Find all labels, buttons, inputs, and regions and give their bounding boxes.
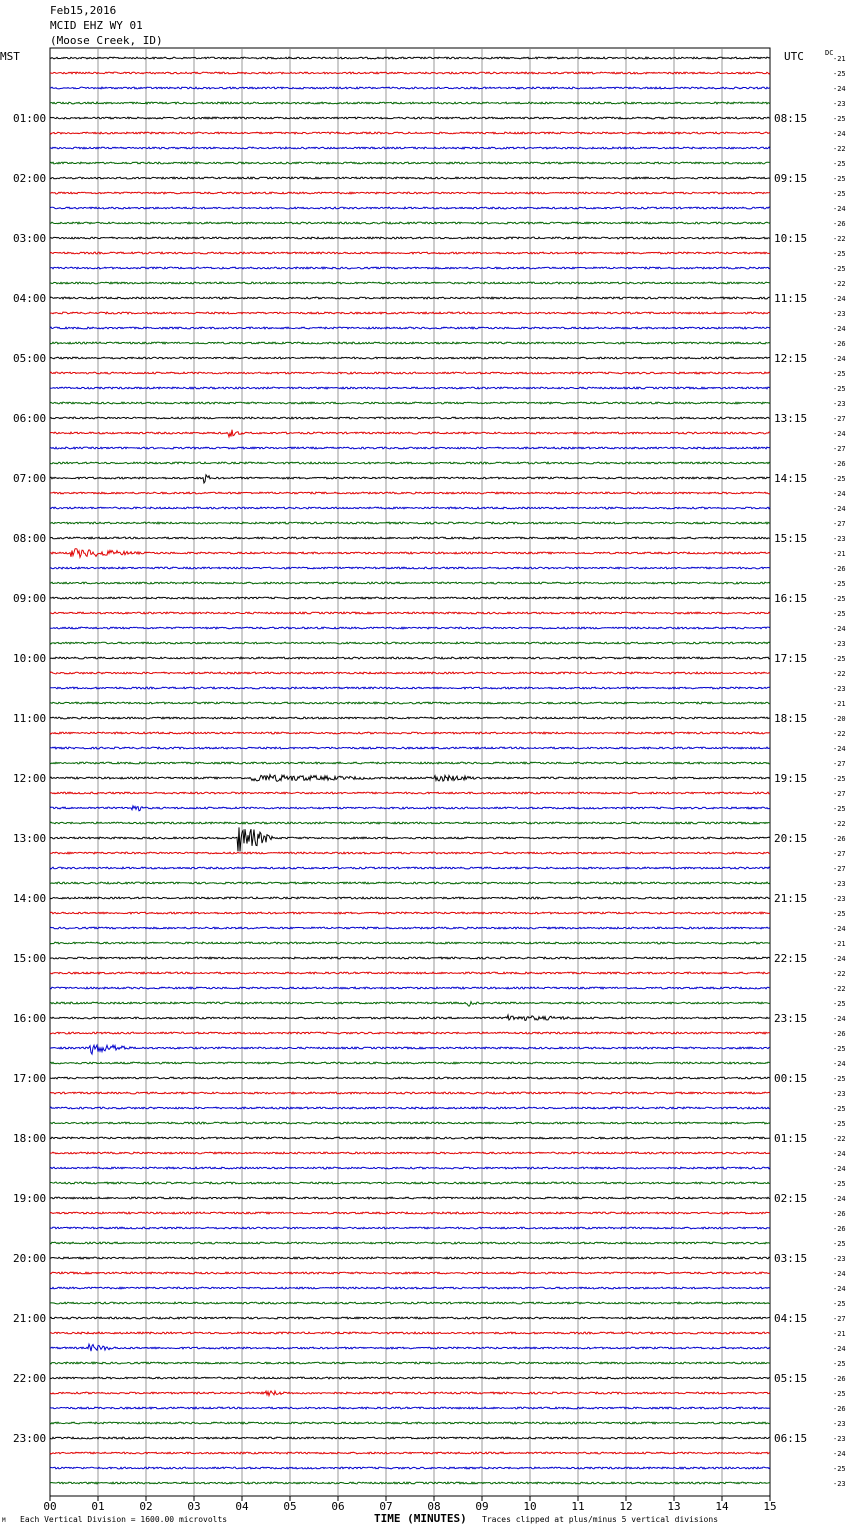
dc-offset-value: -24 <box>833 955 846 963</box>
seismic-trace <box>50 627 770 629</box>
dc-offset-value: -24 <box>833 1285 846 1293</box>
seismic-trace <box>50 1467 770 1469</box>
dc-offset-value: -22 <box>833 970 846 978</box>
dc-offset-value: -22 <box>833 1135 846 1143</box>
dc-offset-value: -27 <box>833 790 846 798</box>
seismic-trace <box>50 237 770 239</box>
mst-axis-label: MST <box>0 50 20 63</box>
seismic-trace <box>50 132 770 134</box>
dc-offset-value: -24 <box>833 355 846 363</box>
seismic-trace <box>50 342 770 344</box>
dc-offset-value: -25 <box>833 115 846 123</box>
utc-hour-label: 04:15 <box>774 1312 808 1325</box>
utc-hour-label: 14:15 <box>774 472 808 485</box>
dc-offset-value: -24 <box>833 490 846 498</box>
dc-offset-value: -25 <box>833 1300 846 1308</box>
mst-hour-label: 22:00 <box>13 1372 47 1385</box>
dc-offset-value: -25 <box>833 1390 846 1398</box>
seismic-trace <box>50 1002 770 1007</box>
seismic-trace <box>50 717 770 719</box>
x-tick-label: 15 <box>763 1500 777 1513</box>
x-tick-label: 00 <box>43 1500 57 1513</box>
seismic-trace <box>50 492 770 494</box>
seismic-trace <box>50 642 770 644</box>
seismic-trace <box>50 806 770 811</box>
seismic-trace <box>50 1015 770 1020</box>
seismic-trace <box>50 927 770 929</box>
dc-offset-value: -23 <box>833 100 846 108</box>
dc-offset-value: -26 <box>833 340 846 348</box>
mst-hour-label: 04:00 <box>13 292 47 305</box>
utc-hour-label: 19:15 <box>774 772 808 785</box>
dc-offset-value: -22 <box>833 820 846 828</box>
dc-offset-value: -27 <box>833 415 846 423</box>
utc-hour-label: 21:15 <box>774 892 808 905</box>
dc-offset-value: -25 <box>833 610 846 618</box>
utc-hour-label: 03:15 <box>774 1252 808 1265</box>
seismic-trace <box>50 462 770 464</box>
dc-offset-value: -25 <box>833 1465 846 1473</box>
seismic-trace <box>50 207 770 209</box>
dc-offset-value: -26 <box>833 1405 846 1413</box>
seismic-trace <box>50 1062 770 1064</box>
dc-offset-value: -26 <box>833 220 846 228</box>
clip-note: Traces clipped at plus/minus 5 vertical divisions <box>482 1515 719 1524</box>
seismic-trace <box>50 1257 770 1259</box>
seismic-trace <box>50 1437 770 1439</box>
dc-offset-value: -24 <box>833 325 846 333</box>
dc-offset-value: -26 <box>833 835 846 843</box>
mst-hour-label: 08:00 <box>13 532 47 545</box>
mst-hour-label: 05:00 <box>13 352 47 365</box>
corner-mark: M <box>2 1517 6 1524</box>
seismic-trace <box>50 687 770 689</box>
utc-hour-label: 10:15 <box>774 232 808 245</box>
seismic-trace <box>50 1212 770 1214</box>
dc-offset-value: -24 <box>833 1345 846 1353</box>
plot-date: Feb15,2016 <box>50 4 117 17</box>
dc-offset-value: -24 <box>833 925 846 933</box>
mst-hour-label: 20:00 <box>13 1252 47 1265</box>
dc-offset-value: -26 <box>833 1375 846 1383</box>
dc-offset-value: -24 <box>833 625 846 633</box>
mst-hour-label: 01:00 <box>13 112 47 125</box>
seismic-trace <box>50 297 770 299</box>
seismic-trace <box>50 117 770 119</box>
utc-hour-label: 09:15 <box>774 172 808 185</box>
x-tick-label: 01 <box>91 1500 105 1513</box>
dc-offset-value: -24 <box>833 505 846 513</box>
dc-offset-value: -25 <box>833 580 846 588</box>
seismic-trace <box>50 147 770 149</box>
dc-offset-value: -23 <box>833 1435 846 1443</box>
x-axis-title: TIME (MINUTES) <box>374 1512 467 1525</box>
seismic-trace <box>50 957 770 959</box>
seismic-trace <box>50 72 770 74</box>
dc-offset-value: -24 <box>833 1150 846 1158</box>
mst-hour-label: 02:00 <box>13 172 47 185</box>
seismic-trace <box>50 987 770 989</box>
seismic-trace <box>50 597 770 599</box>
dc-offset-value: -22 <box>833 670 846 678</box>
dc-offset-value: -24 <box>833 1270 846 1278</box>
seismic-trace <box>50 1122 770 1124</box>
seismic-trace <box>50 1302 770 1304</box>
mst-hour-label: 09:00 <box>13 592 47 605</box>
utc-hour-label: 18:15 <box>774 712 808 725</box>
seismic-trace <box>50 1077 770 1079</box>
dc-offset-value: -25 <box>833 190 846 198</box>
dc-offset-value: -24 <box>833 430 846 438</box>
dc-offset-value: -23 <box>833 1480 846 1488</box>
seismic-trace <box>50 357 770 359</box>
dc-offset-value: -25 <box>833 475 846 483</box>
seismic-trace <box>50 312 770 314</box>
dc-offset-value: -26 <box>833 1225 846 1233</box>
x-tick-label: 04 <box>235 1500 249 1513</box>
seismic-trace <box>50 372 770 374</box>
seismic-trace <box>50 447 770 449</box>
mst-hour-label: 12:00 <box>13 772 47 785</box>
mst-hour-label: 07:00 <box>13 472 47 485</box>
seismic-trace <box>50 1407 770 1409</box>
station-location: (Moose Creek, ID) <box>50 34 163 47</box>
dc-offset-value: -23 <box>833 400 846 408</box>
dc-offset-value: -25 <box>833 1180 846 1188</box>
seismic-trace <box>50 657 770 659</box>
dc-offset-value: -26 <box>833 460 846 468</box>
seismic-trace <box>50 1032 770 1034</box>
dc-offset-value: -25 <box>833 160 846 168</box>
dc-offset-value: -24 <box>833 1165 846 1173</box>
seismic-trace <box>50 775 770 782</box>
utc-hour-label: 23:15 <box>774 1012 808 1025</box>
utc-hour-label: 20:15 <box>774 832 808 845</box>
utc-hour-label: 02:15 <box>774 1192 808 1205</box>
dc-offset-label: DC <box>825 49 834 57</box>
dc-offset-value: -24 <box>833 85 846 93</box>
dc-offset-value: -25 <box>833 175 846 183</box>
mst-hour-label: 21:00 <box>13 1312 47 1325</box>
seismic-trace <box>50 1287 770 1289</box>
mst-hour-label: 10:00 <box>13 652 47 665</box>
seismic-trace <box>50 1182 770 1184</box>
x-tick-label: 09 <box>475 1500 489 1513</box>
dc-offset-value: -25 <box>833 385 846 393</box>
seismic-trace <box>50 282 770 284</box>
dc-offset-value: -24 <box>833 205 846 213</box>
dc-offset-value: -24 <box>833 130 846 138</box>
seismic-trace <box>50 1092 770 1094</box>
dc-offset-value: -23 <box>833 1255 846 1263</box>
dc-offset-value: -22 <box>833 145 846 153</box>
x-tick-label: 08 <box>427 1500 441 1513</box>
dc-offset-value: -20 <box>833 715 846 723</box>
scale-note: Each Vertical Division = 1600.00 microvolts <box>20 1515 228 1524</box>
dc-offset-value: -23 <box>833 685 846 693</box>
x-tick-label: 13 <box>667 1500 681 1513</box>
seismic-trace <box>50 822 770 824</box>
seismic-trace <box>50 612 770 614</box>
seismic-trace <box>50 852 770 854</box>
seismic-trace <box>50 1344 770 1351</box>
seismic-trace <box>50 267 770 269</box>
seismic-trace <box>50 1422 770 1424</box>
dc-offset-value: -25 <box>833 1240 846 1248</box>
dc-offset-value: -25 <box>833 70 846 78</box>
utc-hour-label: 08:15 <box>774 112 808 125</box>
seismic-trace <box>50 192 770 194</box>
dc-offset-value: -24 <box>833 745 846 753</box>
seismic-trace <box>50 522 770 524</box>
seismic-trace <box>50 507 770 509</box>
dc-offset-value: -27 <box>833 520 846 528</box>
dc-offset-value: -25 <box>833 1105 846 1113</box>
dc-offset-value: -22 <box>833 985 846 993</box>
mst-hour-label: 18:00 <box>13 1132 47 1145</box>
dc-offset-value: -24 <box>833 1450 846 1458</box>
seismic-trace <box>50 402 770 404</box>
dc-offset-value: -21 <box>833 700 846 708</box>
seismic-trace <box>50 102 770 104</box>
seismic-trace <box>50 162 770 164</box>
seismic-trace <box>50 57 770 59</box>
mst-hour-label: 11:00 <box>13 712 47 725</box>
seismic-trace <box>50 222 770 224</box>
dc-offset-value: -23 <box>833 1090 846 1098</box>
seismic-trace <box>50 732 770 734</box>
dc-offset-value: -26 <box>833 1030 846 1038</box>
seismic-trace <box>50 1452 770 1454</box>
utc-hour-label: 12:15 <box>774 352 808 365</box>
seismic-trace <box>50 792 770 794</box>
utc-hour-label: 22:15 <box>774 952 808 965</box>
seismic-trace <box>50 1482 770 1484</box>
dc-offset-value: -23 <box>833 310 846 318</box>
dc-offset-value: -21 <box>833 1330 846 1338</box>
dc-offset-value: -25 <box>833 805 846 813</box>
dc-offset-value: -22 <box>833 235 846 243</box>
seismic-trace <box>50 972 770 974</box>
dc-offset-value: -27 <box>833 760 846 768</box>
utc-hour-label: 16:15 <box>774 592 808 605</box>
x-tick-label: 07 <box>379 1500 393 1513</box>
seismic-trace <box>50 702 770 704</box>
seismic-trace <box>50 827 770 851</box>
seismic-trace <box>50 252 770 254</box>
mst-hour-label: 19:00 <box>13 1192 47 1205</box>
mst-hour-label: 15:00 <box>13 952 47 965</box>
dc-offset-value: -25 <box>833 1360 846 1368</box>
seismic-trace <box>50 912 770 914</box>
dc-offset-value: -26 <box>833 1210 846 1218</box>
utc-axis-label: UTC <box>784 50 804 63</box>
seismic-trace <box>50 582 770 584</box>
seismic-trace <box>50 882 770 884</box>
dc-offset-value: -25 <box>833 655 846 663</box>
seismic-trace <box>50 867 770 869</box>
utc-hour-label: 11:15 <box>774 292 808 305</box>
dc-offset-value: -24 <box>833 1015 846 1023</box>
seismic-trace <box>50 762 770 764</box>
seismic-trace <box>50 942 770 944</box>
dc-offset-value: -25 <box>833 370 846 378</box>
seismic-trace <box>50 1317 770 1319</box>
seismic-trace <box>50 417 770 419</box>
utc-hour-label: 01:15 <box>774 1132 808 1145</box>
mst-hour-label: 23:00 <box>13 1432 47 1445</box>
x-tick-label: 06 <box>331 1500 345 1513</box>
x-tick-label: 05 <box>283 1500 297 1513</box>
dc-offset-value: -23 <box>833 640 846 648</box>
dc-offset-value: -22 <box>833 280 846 288</box>
dc-offset-value: -25 <box>833 1045 846 1053</box>
seismic-trace <box>50 567 770 569</box>
dc-offset-value: -23 <box>833 535 846 543</box>
dc-offset-value: -25 <box>833 265 846 273</box>
dc-offset-value: -25 <box>833 1120 846 1128</box>
seismic-trace <box>50 537 770 539</box>
seismic-trace <box>50 549 770 558</box>
x-tick-label: 03 <box>187 1500 201 1513</box>
x-tick-label: 14 <box>715 1500 729 1513</box>
dc-offset-value: -25 <box>833 910 846 918</box>
dc-offset-value: -21 <box>833 550 846 558</box>
plot-frame <box>50 48 770 1496</box>
seismic-trace <box>50 1197 770 1199</box>
seismic-trace <box>50 1167 770 1169</box>
dc-offset-value: -23 <box>833 880 846 888</box>
seismic-trace <box>50 897 770 899</box>
utc-hour-label: 05:15 <box>774 1372 808 1385</box>
seismic-trace <box>50 747 770 749</box>
seismic-trace <box>50 327 770 329</box>
dc-offset-value: -26 <box>833 565 846 573</box>
dc-offset-value: -24 <box>833 1060 846 1068</box>
seismic-trace <box>50 1332 770 1334</box>
utc-hour-label: 17:15 <box>774 652 808 665</box>
seismic-trace <box>50 1242 770 1244</box>
seismic-trace <box>50 475 770 483</box>
utc-hour-label: 13:15 <box>774 412 808 425</box>
x-tick-label: 11 <box>571 1500 585 1513</box>
mst-hour-label: 03:00 <box>13 232 47 245</box>
dc-offset-value: -21 <box>833 55 846 63</box>
mst-hour-label: 13:00 <box>13 832 47 845</box>
dc-offset-value: -25 <box>833 1075 846 1083</box>
utc-hour-label: 15:15 <box>774 532 808 545</box>
mst-hour-label: 14:00 <box>13 892 47 905</box>
dc-offset-value: -23 <box>833 1420 846 1428</box>
seismic-trace <box>50 430 770 437</box>
dc-offset-value: -21 <box>833 940 846 948</box>
dc-offset-value: -24 <box>833 295 846 303</box>
seismic-trace <box>50 1377 770 1379</box>
utc-hour-label: 00:15 <box>774 1072 808 1085</box>
dc-offset-value: -24 <box>833 1195 846 1203</box>
dc-offset-value: -27 <box>833 445 846 453</box>
seismic-trace <box>50 1391 770 1396</box>
dc-offset-value: -22 <box>833 730 846 738</box>
dc-offset-value: -27 <box>833 1315 846 1323</box>
x-tick-label: 02 <box>139 1500 153 1513</box>
dc-offset-value: -25 <box>833 595 846 603</box>
x-tick-label: 10 <box>523 1500 537 1513</box>
x-tick-label: 12 <box>619 1500 633 1513</box>
seismic-trace <box>50 1045 770 1054</box>
seismic-trace <box>50 87 770 89</box>
dc-offset-value: -27 <box>833 850 846 858</box>
seismic-trace <box>50 1137 770 1139</box>
seismic-trace <box>50 672 770 674</box>
mst-hour-label: 16:00 <box>13 1012 47 1025</box>
dc-offset-value: -25 <box>833 775 846 783</box>
station-code: MCID EHZ WY 01 <box>50 19 143 32</box>
mst-hour-label: 17:00 <box>13 1072 47 1085</box>
mst-hour-label: 06:00 <box>13 412 47 425</box>
dc-offset-value: -25 <box>833 1000 846 1008</box>
utc-hour-label: 06:15 <box>774 1432 808 1445</box>
seismic-trace <box>50 1362 770 1364</box>
dc-offset-value: -25 <box>833 250 846 258</box>
seismic-trace <box>50 1107 770 1109</box>
seismic-trace <box>50 1227 770 1229</box>
dc-offset-value: -27 <box>833 865 846 873</box>
seismic-trace <box>50 1272 770 1274</box>
seismic-trace <box>50 177 770 179</box>
dc-offset-value: -23 <box>833 895 846 903</box>
seismic-trace <box>50 387 770 389</box>
seismic-trace <box>50 1152 770 1154</box>
